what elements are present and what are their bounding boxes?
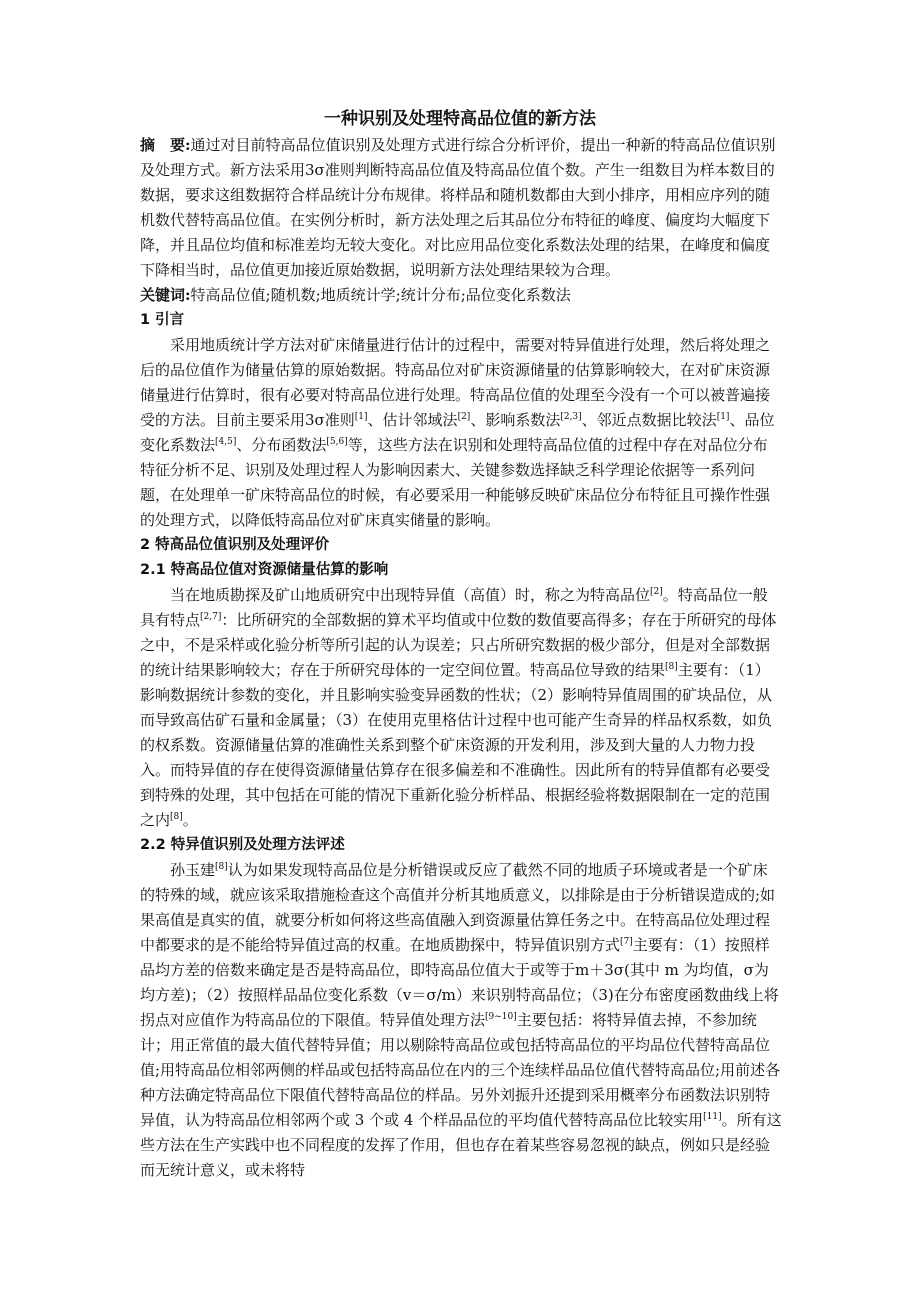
section-2-1-paragraph	[140, 583, 782, 833]
keywords-label: 关键词:	[140, 286, 191, 304]
text-run: 。	[182, 811, 198, 829]
text-run: 、估计邻域法	[367, 411, 458, 429]
paper-body	[140, 133, 782, 1183]
abstract-label: 摘 要:	[140, 136, 191, 154]
keywords	[140, 283, 782, 308]
text-run: 、影响系数法	[470, 411, 561, 429]
text-run: 当在地质勘探及矿山地质研究中出现特异值（高值）时，称之为特高品位	[170, 586, 651, 604]
citation-ref: [2]	[457, 412, 471, 422]
section-2-1-heading: 2.1 特高品位值对资源储量估算的影响	[140, 562, 389, 578]
citation-ref: [1]	[716, 412, 730, 422]
text-run: 主要有：（1）影响数据统计参数的变化，并且影响实验变异函数的性状；（2）影响特异值周围的矿块品位，从而导致高估矿石量和金属量；（3）在使用克里格估计过程中也可能产生奇异的样品权系数，如负的权系数。资源储量估算的准确性关系到整个矿床资源的开发利用，涉及到大量的人力物力投入。而特异值的存在使得资源储量估算存在很多偏差和不准确性。因此所有的特异值都有必要受到特殊的处理，其中包括在可能的情况下重新化验分析样品、根据经验将数据限制在一定的范围之内	[140, 661, 773, 829]
section-2-2-paragraph	[140, 858, 782, 1183]
text-run: 孙玉建	[170, 861, 216, 879]
citation-ref: [1]	[354, 412, 368, 422]
text-run: 、分布函数法	[236, 436, 327, 454]
citation-ref: [4,5]	[215, 437, 237, 447]
text-run: 。所有这些方法在生产实践中也不同程度的发挥了作用，但也存在着某些容易忽视的缺点，例如只是经验而无统计意义，或未将特	[140, 1111, 782, 1179]
text-run: ：比所研究的全部数据的算术平均值或中位数的数值要高得多；存在于所研究的母体之中，不是采样或化验分析等所引起的认为误差；只占所研究数据的极少部分，但是对全部数据的统计结果影响较大；存在于所研究母体的一定空间位置。特高品位导致的结果	[140, 611, 777, 679]
citation-ref: [5,6]	[326, 437, 348, 447]
abstract	[140, 133, 782, 283]
text-run: 、邻近点数据比较法	[581, 411, 717, 429]
citation-ref: [8]	[170, 812, 183, 822]
citation-ref: [9~10]	[485, 1012, 517, 1022]
text-run: 主要包括：将特异值去掉，不参加统计；用正常值的最大值代替特异值；用以剔除特高品位或包括特高品位的平均品位代替特高品位值;用特高品位相邻两侧的样品或包括特高品位在内的三个连续样品品位值代替特高品位;用前述各种方法确定特高品位下限值代替特高品位的样品。另外刘振升还提到采用概率分布函数法识别特异值，认为特高品位相邻两个或 3 个或 4 个样品品位的平均值代替特高品位比较实用	[140, 1011, 781, 1129]
citation-ref: [2,7]	[200, 612, 222, 622]
text-run: 。特高品位一般具有特点	[140, 586, 768, 629]
citation-ref: [2,3]	[560, 412, 582, 422]
paper-title: 一种识别及处理特高品位值的新方法	[324, 109, 596, 129]
text-run: 采用地质统计学方法对矿床储量进行估计的过程中，需要对特异值进行处理，然后将处理之后的品位值作为储量估算的原始数据。特高品位对矿床资源储量的估算影响较大，在对矿床资源储量进行估算时，很有必要对特高品位进行处理。特高品位值的处理至今没有一个可以被普遍接受的方法。目前主要采用3σ准则	[140, 336, 771, 429]
citation-ref: [11]	[703, 1112, 722, 1122]
text-run: 、品位变化系数法	[140, 411, 775, 454]
citation-ref: [8]	[665, 662, 678, 672]
text-run: 等，这些方法在识别和处理特高品位值的过程中存在对品位分布特征分析不足、识别及处理过程人为影响因素大、关键参数选择缺乏科学理论依据等一系列问题，在处理单一矿床特高品位的时候，有必要采用一种能够反映矿床品位分布特征且可操作性强的处理方式，以降低特高品位对矿床真实储量的影响。	[140, 436, 771, 529]
citation-ref: [7]	[620, 937, 633, 947]
text-run: 认为如果发现特高品位是分析错误或反应了截然不同的地质子环境或者是一个矿床的特殊的域，就应该采取措施检查这个高值并分析其地质意义，以排除是由于分析错误造成的;如果高值是真实的值，就要分析如何将这些高值融入到资源量估算任务之中。在特高品位处理过程中都要求的是不能给特异值过高的权重。在地质勘探中，特异值识别方式	[140, 861, 776, 954]
text-run: 主要有：（1）按照样品均方差的倍数来确定是否是特高品位，即特高品位值大于或等于m＋3σ(其中 m 为均值，σ为均方差)；（2）按照样品品位变化系数（v＝σ/m）来识别特高品位；（3)在分布密度函数曲线上将拐点对应值作为特高品位的下限值。特异值处理方法	[140, 936, 779, 1029]
section-2-heading: 2 特高品位值识别及处理评价	[140, 537, 330, 553]
citation-ref: [2]	[650, 587, 663, 597]
section-1-paragraph	[140, 333, 782, 533]
abstract-text: 通过对目前特高品位值识别及处理方式进行综合分析评价，提出一种新的特高品位值识别及处理方式。新方法采用3σ准则判断特高品位值及特高品位值个数。产生一组数目为样本数目的数据，要求这组数据符合样品统计分布规律。将样品和随机数都由大到小排序，用相应序列的随机数代替特高品位值。在实例分析时，新方法处理之后其品位分布特征的峰度、偏度均大幅度下降，并且品位均值和标准差均无较大变化。对比应用品位变化系数法处理的结果，在峰度和偏度下降相当时，品位值更加接近原始数据，说明新方法处理结果较为合理。	[140, 136, 776, 279]
section-2-2-heading: 2.2 特异值识别及处理方法评述	[140, 837, 345, 853]
citation-ref: [8]	[215, 862, 228, 872]
keywords-text: 特高品位值;随机数;地质统计学;统计分布;品位变化系数法	[190, 286, 571, 304]
section-1-heading: 1 引言	[140, 312, 185, 328]
